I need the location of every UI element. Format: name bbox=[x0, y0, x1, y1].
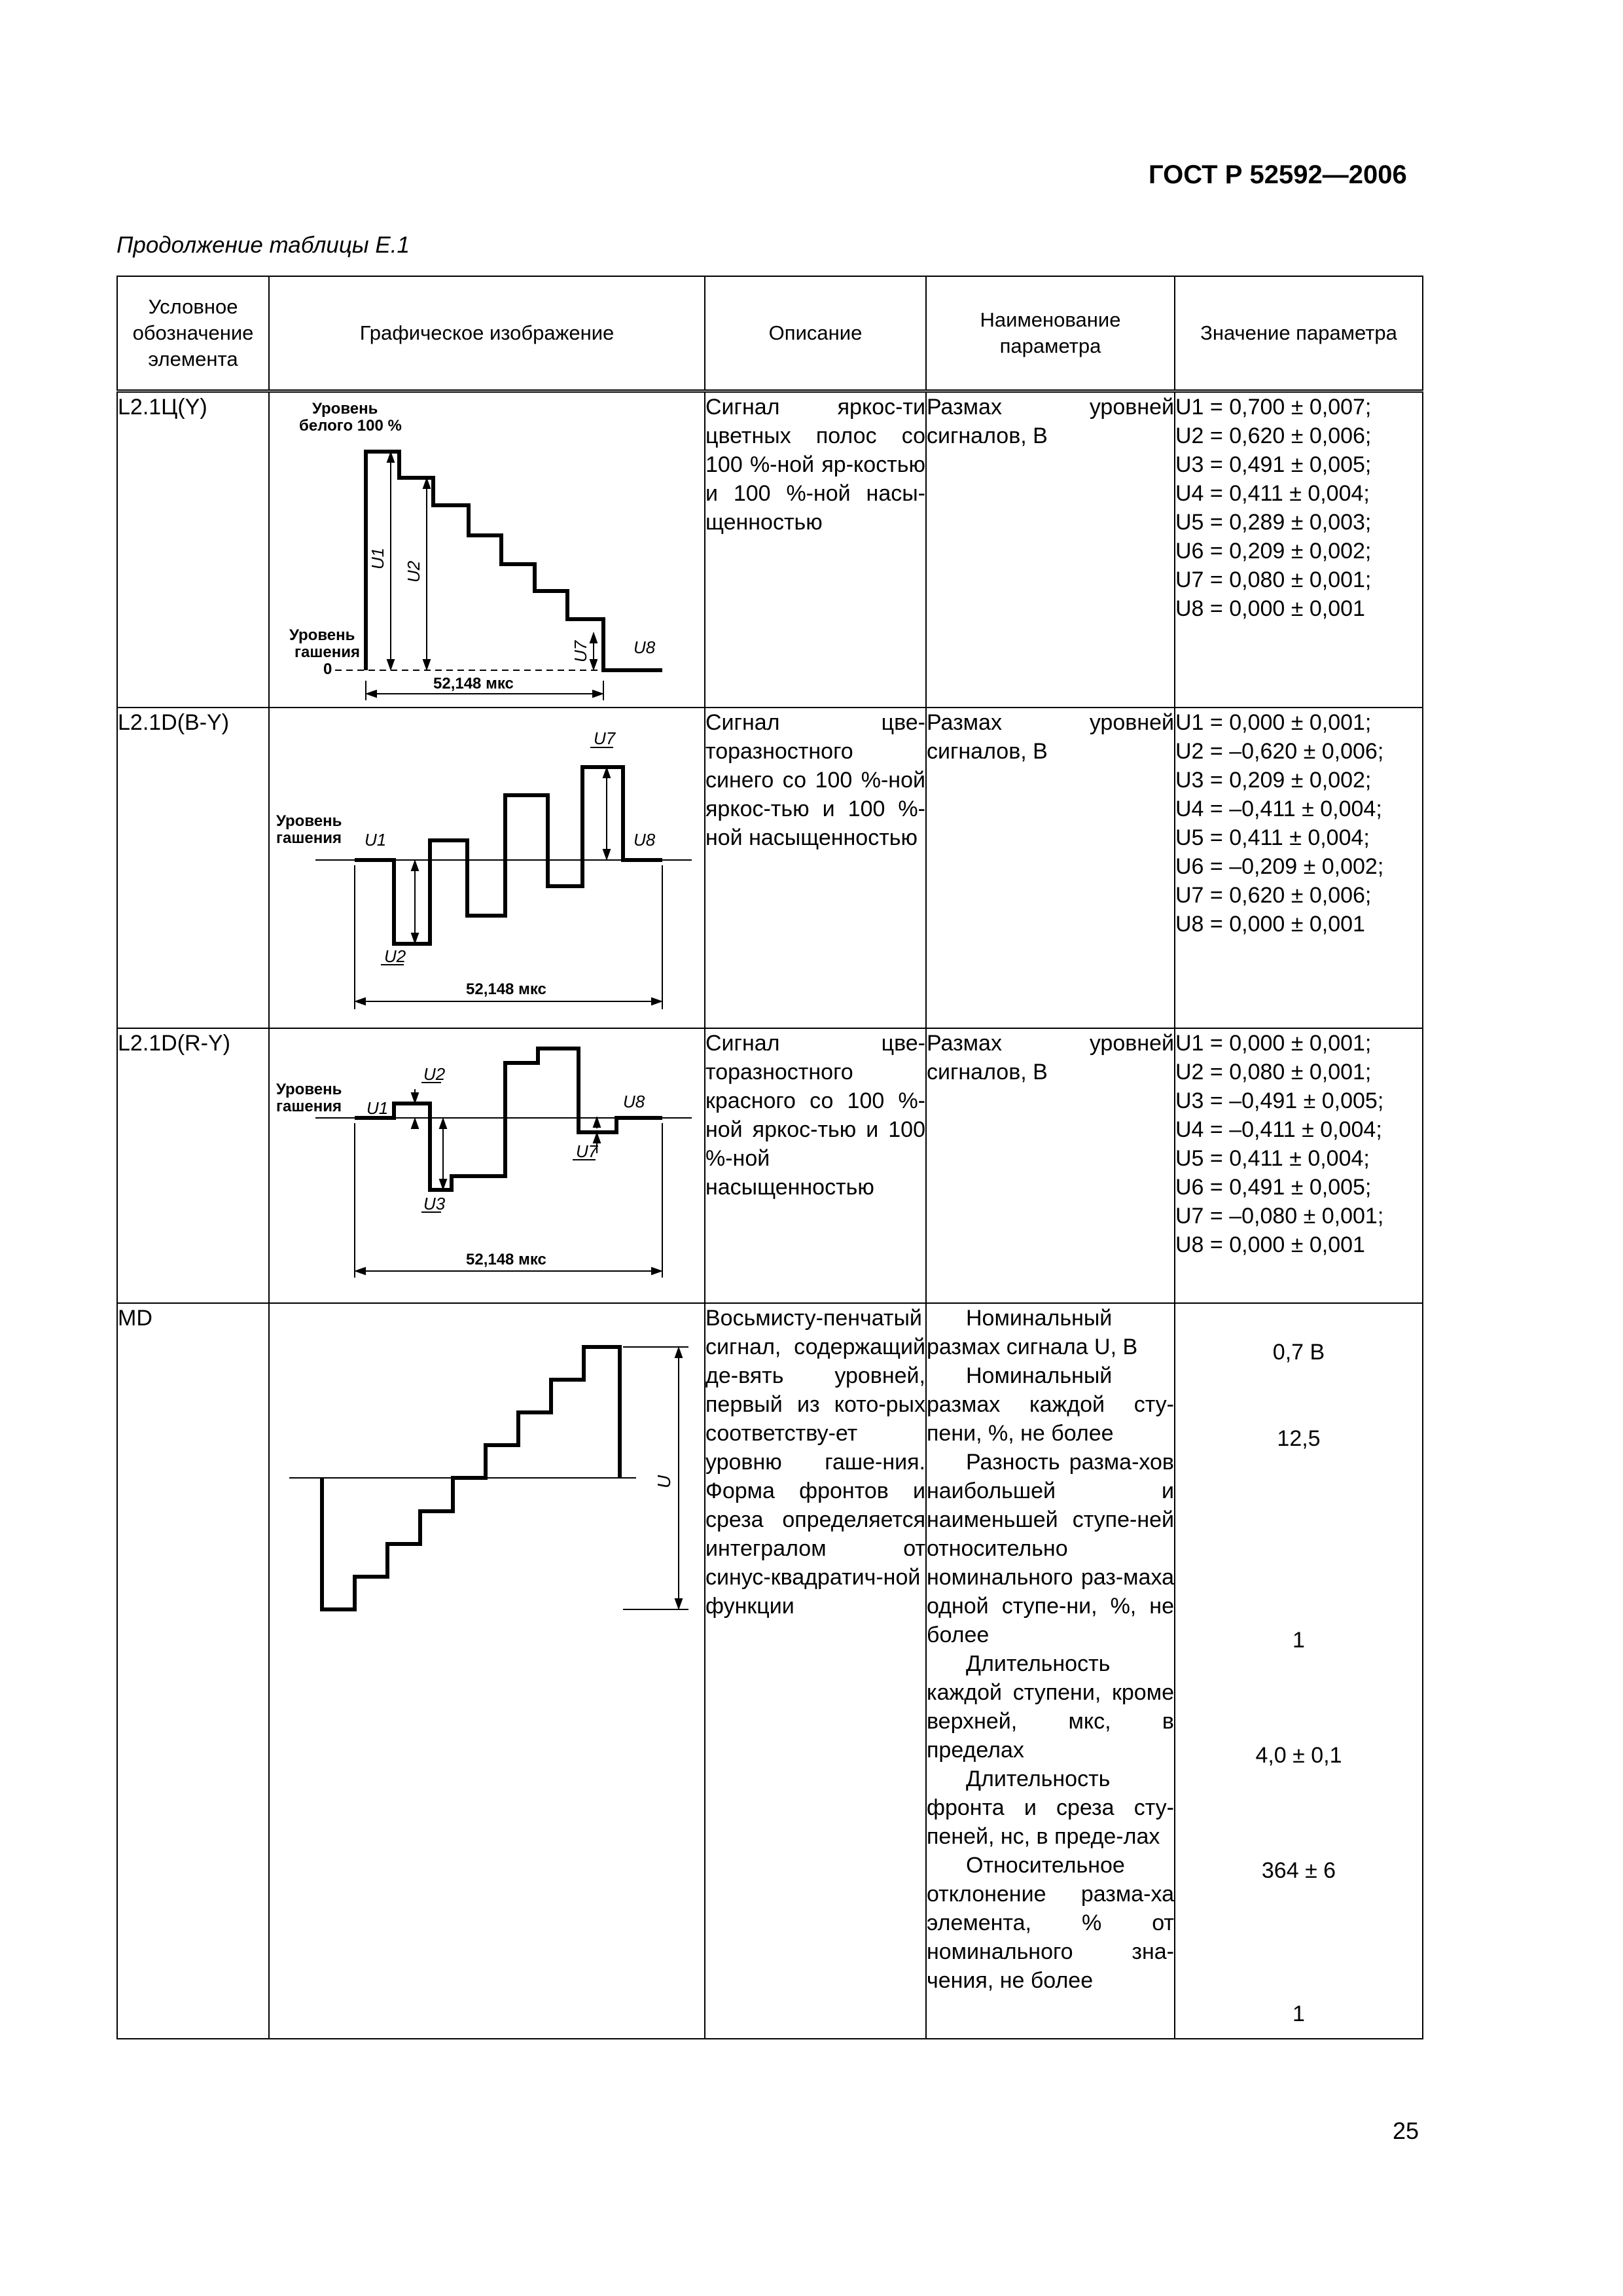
zero-label: 0 bbox=[323, 660, 332, 678]
parameter-name: Номинальный размах сигнала U, В bbox=[927, 1306, 1138, 1359]
duration-label: 52,148 мкс bbox=[433, 674, 514, 692]
parameter-name: Размах уровней сигналов, В bbox=[926, 1028, 1175, 1303]
value-item: U1 = 0,000 ± 0,001; bbox=[1175, 1031, 1372, 1056]
u2-label: U2 bbox=[384, 946, 406, 966]
parameter-values bbox=[1175, 391, 1423, 708]
parameter-name: Длительность фронта и среза сту-пеней, нс, в преде-лах bbox=[927, 1767, 1174, 1849]
graph-cell bbox=[269, 1303, 705, 2039]
blank-level-label: гашения bbox=[294, 643, 360, 661]
value-item: U3 = –0,491 ± 0,005; bbox=[1175, 1088, 1384, 1113]
value-item: 1 bbox=[1293, 2001, 1305, 2026]
description: Сигнал цве-торазностного красного со 100 %-ной яркос-тью и 100 %-ной насыщенностью bbox=[705, 1028, 926, 1303]
luminance-bars-diagram bbox=[270, 393, 704, 707]
parameter-name: Разность разма-хов наибольшей и наименьшей ступе-ней относительно номинального раз-маха одной ступе-ни, %, не более bbox=[927, 1450, 1174, 1647]
blank-level-label: Уровень bbox=[289, 626, 355, 644]
blue-difference-staircase bbox=[355, 767, 662, 944]
element-code: MD bbox=[117, 1303, 269, 2039]
u8-label: U8 bbox=[623, 1092, 645, 1111]
graph-cell bbox=[269, 391, 705, 708]
column-header-parameter: Наименование параметра bbox=[926, 276, 1175, 391]
value-item: 12,5 bbox=[1277, 1426, 1321, 1451]
value-item: 364 ± 6 bbox=[1261, 1858, 1336, 1883]
blank-level-label: гашения bbox=[276, 829, 342, 847]
u1-label: U1 bbox=[365, 830, 387, 850]
element-code: L2.1D(R-Y) bbox=[117, 1028, 269, 1303]
description: Восьмисту-пенчатый сигнал, содержащий де-вять уровней, первый из кото-рых соответству-ет уровню гаше-ния. Форма фронтов и среза определяется интегралом от синус-квадратич-ной функции bbox=[705, 1303, 926, 2039]
duration-label: 52,148 мкс bbox=[466, 1251, 546, 1268]
table-row bbox=[117, 708, 1423, 1028]
white-level-label: белого 100 % bbox=[299, 416, 402, 435]
value-item: U7 = –0,080 ± 0,001; bbox=[1175, 1204, 1384, 1229]
parameter-name: Длительность каждой ступени, кроме верхней, мкс, в пределах bbox=[927, 1651, 1174, 1763]
value-item: U5 = 0,411 ± 0,004; bbox=[1175, 1146, 1370, 1171]
table-row bbox=[117, 391, 1423, 708]
standard-number: ГОСТ Р 52592—2006 bbox=[1149, 160, 1407, 189]
white-level-label: Уровень bbox=[312, 399, 378, 418]
parameters-table bbox=[116, 276, 1423, 2039]
value-item: U3 = 0,209 ± 0,002; bbox=[1175, 768, 1372, 793]
value-item: U8 = 0,000 ± 0,001 bbox=[1175, 1232, 1365, 1257]
description: Сигнал яркос-ти цветных полос со 100 %-ной яр-костью и 100 %-ной насы-щенностью bbox=[705, 391, 926, 708]
column-header-code: Условное обозначение элемента bbox=[117, 276, 269, 391]
table-row bbox=[117, 1303, 1423, 2039]
value-item: U8 = 0,000 ± 0,001 bbox=[1175, 596, 1365, 621]
element-code: L2.1Ц(Y) bbox=[117, 391, 269, 708]
graph-cell bbox=[269, 708, 705, 1028]
value-item: U6 = –0,209 ± 0,002; bbox=[1175, 854, 1384, 879]
value-item: U4 = –0,411 ± 0,004; bbox=[1175, 1117, 1382, 1142]
column-header-graph: Графическое изображение bbox=[269, 276, 705, 391]
value-item: U7 = 0,080 ± 0,001; bbox=[1175, 567, 1372, 592]
u-label: U bbox=[654, 1475, 674, 1488]
table-caption: Продолжение таблицы Е.1 bbox=[116, 232, 410, 258]
value-item: U1 = 0,700 ± 0,007; bbox=[1175, 394, 1372, 420]
red-difference-staircase bbox=[355, 1049, 662, 1190]
u8-label: U8 bbox=[633, 830, 656, 850]
column-header-description: Описание bbox=[705, 276, 926, 391]
u3-label: U3 bbox=[423, 1194, 446, 1213]
value-item: U6 = 0,209 ± 0,002; bbox=[1175, 538, 1372, 564]
value-item: U7 = 0,620 ± 0,006; bbox=[1175, 883, 1372, 908]
u7-label: U7 bbox=[576, 1141, 598, 1161]
value-item: U3 = 0,491 ± 0,005; bbox=[1175, 452, 1372, 477]
parameter-name: Размах уровней сигналов, В bbox=[926, 391, 1175, 708]
staircase-diagram bbox=[270, 1304, 704, 1644]
value-item: U1 = 0,000 ± 0,001; bbox=[1175, 710, 1372, 735]
table-row bbox=[117, 1028, 1423, 1303]
blue-difference-diagram bbox=[270, 708, 704, 1026]
parameter-name: Относительное отклонение разма-ха элемента, % от номинального зна-чения, не более bbox=[927, 1853, 1174, 1993]
value-item: U2 = –0,620 ± 0,006; bbox=[1175, 739, 1384, 764]
duration-label: 52,148 мкс bbox=[466, 980, 546, 998]
value-item: U5 = 0,289 ± 0,003; bbox=[1175, 509, 1372, 535]
element-code: L2.1D(B-Y) bbox=[117, 708, 269, 1028]
blank-level-label: гашения bbox=[276, 1098, 342, 1115]
value-item: U6 = 0,491 ± 0,005; bbox=[1175, 1175, 1372, 1200]
column-header-value: Значение параметра bbox=[1175, 276, 1423, 391]
parameter-name: Номинальный размах каждой сту-пени, %, не более bbox=[927, 1363, 1174, 1446]
red-difference-diagram bbox=[270, 1029, 704, 1301]
value-item: U8 = 0,000 ± 0,001 bbox=[1175, 912, 1365, 937]
value-item: 4,0 ± 0,1 bbox=[1255, 1743, 1342, 1768]
u2-label: U2 bbox=[423, 1064, 446, 1084]
value-item: U4 = 0,411 ± 0,004; bbox=[1175, 480, 1370, 506]
u7-label: U7 bbox=[594, 728, 616, 748]
description: Сигнал цве-торазностного синего со 100 %-ной яркос-тью и 100 %-ной насыщенностью bbox=[705, 708, 926, 1028]
value-item: 1 bbox=[1293, 1628, 1305, 1653]
u7-label: U7 bbox=[571, 640, 590, 662]
blank-level-label: Уровень bbox=[276, 812, 342, 830]
u8-label: U8 bbox=[633, 637, 656, 657]
parameter-names bbox=[926, 1303, 1175, 2039]
blank-level-label: Уровень bbox=[276, 1081, 342, 1098]
value-item: U2 = 0,620 ± 0,006; bbox=[1175, 423, 1372, 448]
u1-label: U1 bbox=[368, 547, 387, 569]
parameter-values bbox=[1175, 1028, 1423, 1303]
u1-label: U1 bbox=[366, 1098, 389, 1118]
parameter-name: Размах уровней сигналов, В bbox=[926, 708, 1175, 1028]
value-item: U4 = –0,411 ± 0,004; bbox=[1175, 797, 1382, 821]
value-item: U2 = 0,080 ± 0,001; bbox=[1175, 1060, 1372, 1085]
parameter-values bbox=[1175, 708, 1423, 1028]
parameter-values bbox=[1175, 1303, 1423, 2039]
value-item: U5 = 0,411 ± 0,004; bbox=[1175, 825, 1370, 850]
page-number: 25 bbox=[1393, 2117, 1419, 2144]
u2-label: U2 bbox=[404, 560, 423, 583]
graph-cell bbox=[269, 1028, 705, 1303]
value-item: 0,7 В bbox=[1272, 1340, 1325, 1365]
